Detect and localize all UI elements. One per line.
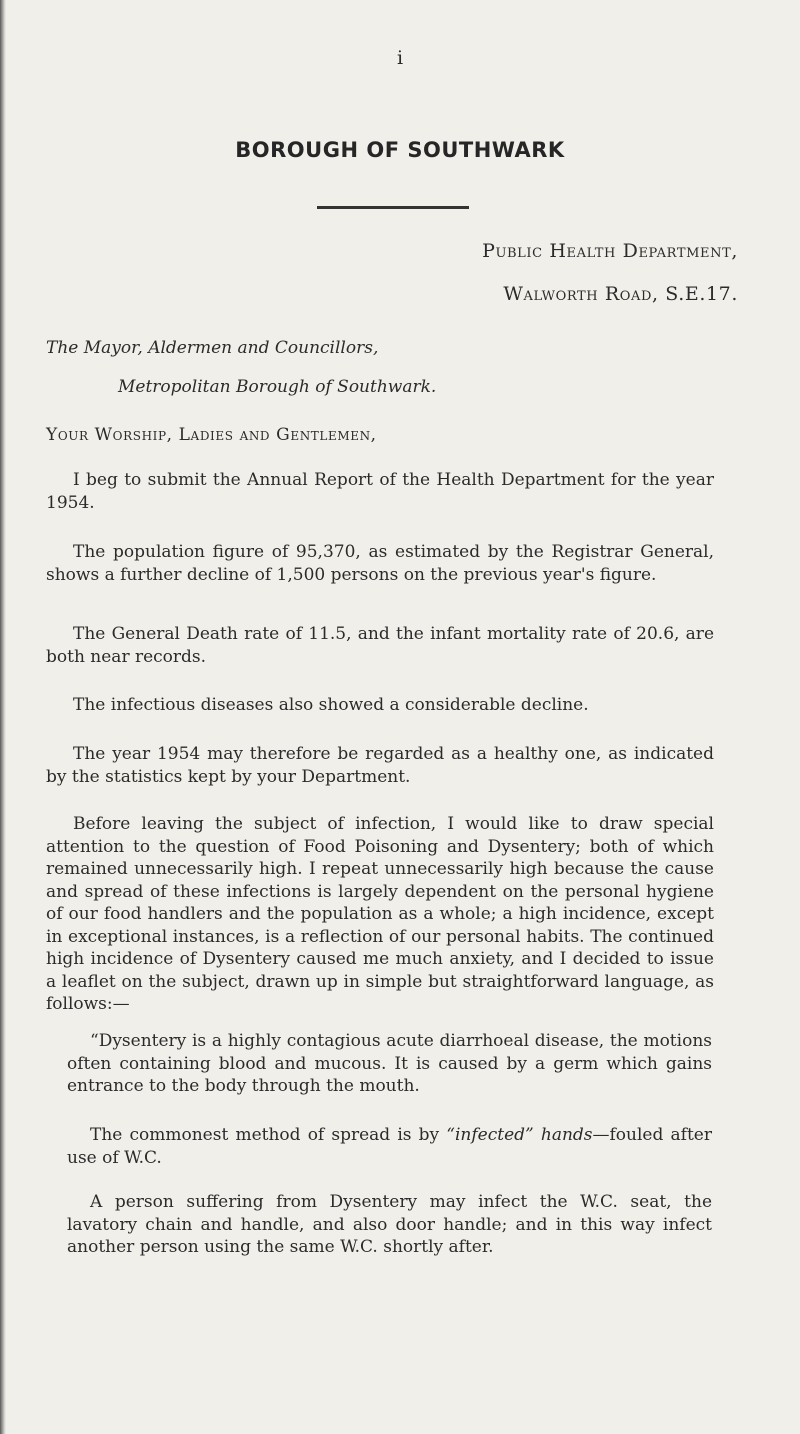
- address-street: Walworth Road, S.E.17.: [503, 283, 738, 305]
- paragraph-infectious-diseases: The infectious diseases also showed a considerable decline.: [73, 695, 589, 715]
- page-number: i: [396, 47, 404, 69]
- paragraph-population: The population figure of 95,370, as estimated by the Registrar General, shows a further decline of 1,500 persons on the previous year's figure.: [46, 542, 714, 585]
- quote-hands-word: hands: [540, 1125, 593, 1145]
- quote-spread-start: The commonest method of spread is by: [90, 1125, 447, 1145]
- addressee-line-1: The Mayor, Aldermen and Councillors,: [46, 338, 379, 358]
- paragraph-healthy-year: The year 1954 may therefore be regarded as a healthy one, as indicated by the statistics kept by your Department.: [46, 744, 714, 787]
- paragraph-infection-subject: Before leaving the subject of infection, I would like to draw special attention to the question of Food Poisoning and Dysentery; both of which remained unnecessarily high. I repeat unnecessarily high because the cause and spread of these infections is largely dependent on the personal hygiene of our food handlers and the population as a whole; a high incidence, except in exceptional instances, is a reflection of our personal habits. The continued high incidence of Dysentery caused me much anxiety, and I decided to issue a leaflet on the subject, drawn up in simple but straightforward language, as follows:—: [46, 814, 714, 1014]
- quote-infected-word: “infected”: [446, 1125, 534, 1145]
- quote-space: [534, 1125, 541, 1145]
- page-title: BOROUGH OF SOUTHWARK: [235, 138, 565, 162]
- quote-dysentery-definition: “Dysentery is a highly contagious acute diarrhoeal disease, the motions often containing blood and mucous. It is caused by a germ which gains entrance to the body through the mouth.: [67, 1031, 712, 1096]
- paragraph-annual-report: I beg to submit the Annual Report of the Health Department for the year 1954.: [46, 470, 714, 513]
- salutation: Your Worship, Ladies and Gentlemen,: [46, 425, 377, 445]
- address-department: Public Health Department,: [482, 240, 738, 262]
- quote-infection-route: A person suffering from Dysentery may infect the W.C. seat, the lavatory chain and handle, and also door handle; and in this way infect another person using the same W.C. shortly after.: [67, 1192, 712, 1257]
- title-divider: [317, 206, 469, 209]
- quote-spread-end: —fouled after use of W.C.: [67, 1125, 712, 1168]
- quote-spread-method: [67, 1124, 712, 1169]
- addressee-line-2: Metropolitan Borough of Southwark.: [118, 377, 437, 397]
- book-spine-shadow: [0, 0, 6, 1434]
- paragraph-death-rate: The General Death rate of 11.5, and the infant mortality rate of 20.6, are both near records.: [46, 624, 714, 667]
